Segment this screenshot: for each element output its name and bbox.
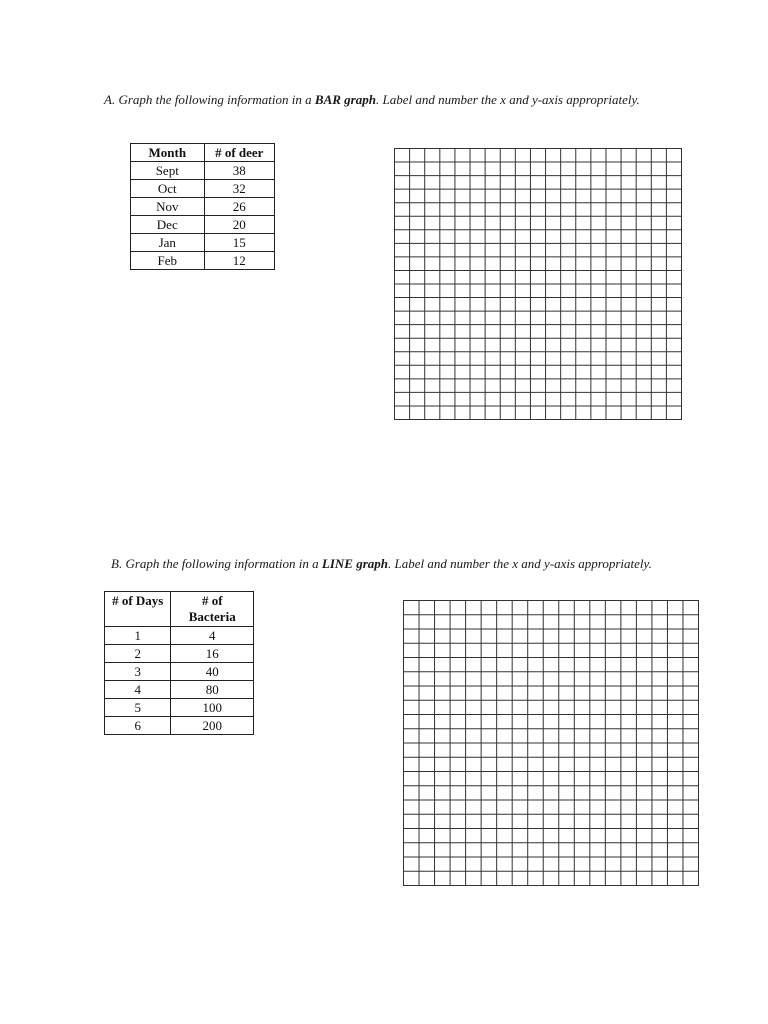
instruction-b-post: . Label and number the x and y-axis appropriately. bbox=[388, 556, 652, 571]
cell-month: Feb bbox=[131, 252, 205, 270]
bacteria-data-table bbox=[104, 591, 254, 735]
table-row bbox=[131, 162, 275, 180]
table-row bbox=[131, 198, 275, 216]
cell-deer: 20 bbox=[204, 216, 274, 234]
table-row bbox=[105, 645, 254, 663]
cell-bacteria: 4 bbox=[171, 627, 254, 645]
cell-deer: 26 bbox=[204, 198, 274, 216]
cell-days: 4 bbox=[105, 681, 171, 699]
table-row bbox=[105, 663, 254, 681]
cell-deer: 38 bbox=[204, 162, 274, 180]
instruction-b-emphasis: LINE graph bbox=[321, 556, 389, 571]
table-header-row bbox=[105, 592, 254, 627]
graph-grid-b bbox=[403, 600, 699, 886]
table-row bbox=[131, 216, 275, 234]
instruction-a-post: . Label and number the x and y-axis appropriately. bbox=[375, 92, 640, 107]
cell-bacteria: 200 bbox=[171, 717, 254, 735]
cell-days: 1 bbox=[105, 627, 171, 645]
cell-deer: 32 bbox=[204, 180, 274, 198]
column-header-deer: # of deer bbox=[204, 144, 274, 162]
table-row bbox=[131, 234, 275, 252]
cell-deer: 12 bbox=[204, 252, 274, 270]
cell-month: Dec bbox=[131, 216, 205, 234]
instruction-a-emphasis: BAR graph bbox=[314, 92, 376, 107]
instruction-a-pre: A. Graph the following information in a bbox=[104, 92, 315, 107]
cell-deer: 15 bbox=[204, 234, 274, 252]
graph-grid-a bbox=[394, 148, 682, 420]
cell-days: 3 bbox=[105, 663, 171, 681]
cell-bacteria: 40 bbox=[171, 663, 254, 681]
table-header-row bbox=[131, 144, 275, 162]
cell-bacteria: 16 bbox=[171, 645, 254, 663]
cell-bacteria: 80 bbox=[171, 681, 254, 699]
grid-lines bbox=[394, 148, 682, 420]
cell-month: Jan bbox=[131, 234, 205, 252]
column-header-month: Month bbox=[131, 144, 205, 162]
cell-month: Oct bbox=[131, 180, 205, 198]
cell-month: Nov bbox=[131, 198, 205, 216]
column-header-days: # of Days bbox=[105, 592, 171, 627]
table-row bbox=[105, 681, 254, 699]
table-row bbox=[131, 252, 275, 270]
cell-month: Sept bbox=[131, 162, 205, 180]
cell-days: 2 bbox=[105, 645, 171, 663]
grid-lines bbox=[403, 600, 699, 886]
instruction-b-pre: B. Graph the following information in a bbox=[111, 556, 322, 571]
table-row bbox=[105, 627, 254, 645]
instruction-b bbox=[111, 556, 652, 572]
cell-days: 6 bbox=[105, 717, 171, 735]
table-row bbox=[105, 717, 254, 735]
instruction-a bbox=[104, 92, 640, 108]
deer-data-table bbox=[130, 143, 275, 270]
cell-bacteria: 100 bbox=[171, 699, 254, 717]
column-header-bacteria: # of Bacteria bbox=[171, 592, 254, 627]
table-row bbox=[105, 699, 254, 717]
cell-days: 5 bbox=[105, 699, 171, 717]
table-row bbox=[131, 180, 275, 198]
